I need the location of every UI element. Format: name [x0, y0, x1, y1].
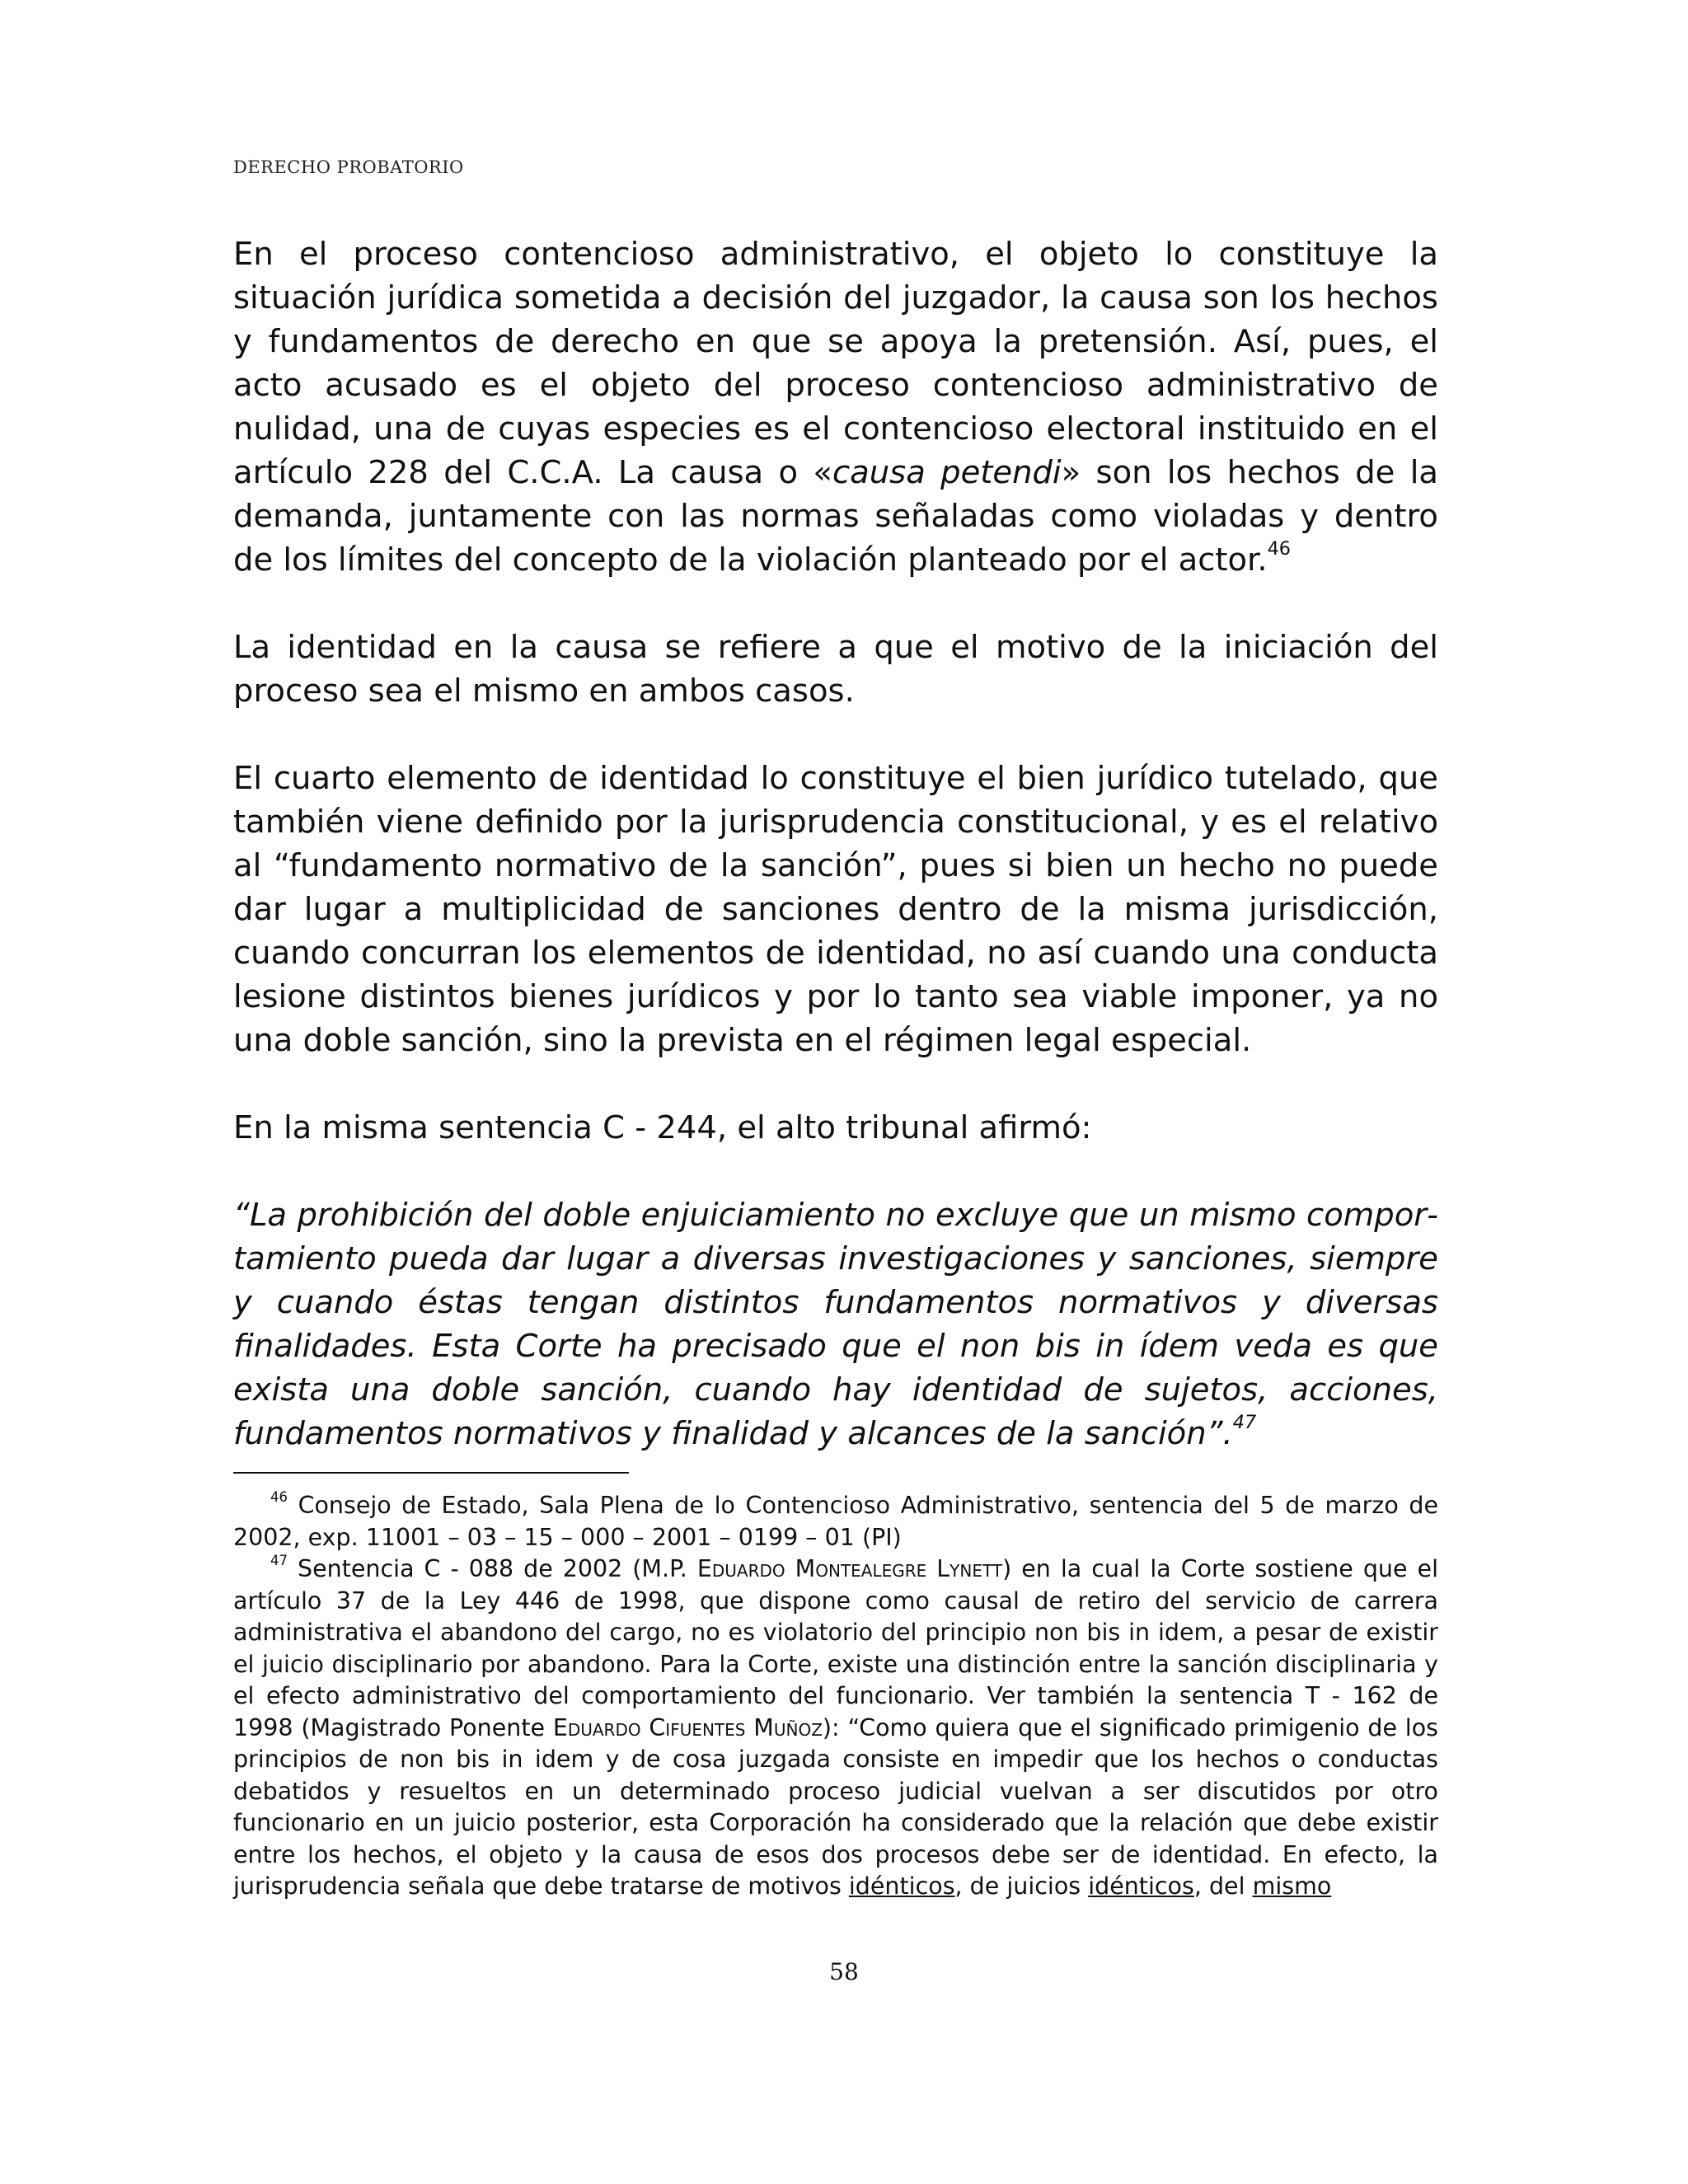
footnote-separator — [233, 1472, 629, 1474]
footnote-ref-46[interactable]: 46 — [1267, 538, 1291, 560]
footnote-text: Consejo de Estado, Sala Plena de lo Contencioso Administrativo, sentencia del 5 de marzo de 2002, exp. 11001 – 03 – 15 – 000 – 2001 – 0199 – 01 (PI) — [233, 1492, 1438, 1551]
footnote-text: ) en la cual la Corte sostiene que el artículo 37 de la Ley 446 de 1998, que dispone como causal de retiro del servicio de carrera administrativa el abandono del cargo, no es violatorio del principio non bis in idem, a pesar de existir el juicio disciplinario por abandono. Para la Corte, existe una distinción entre la sanción disciplinaria y el efecto administrativo del comportamiento del funcionario. Ver también la sentencia T - 162 de 1998 (Magistrado Ponente — [233, 1555, 1438, 1741]
main-text — [233, 232, 1438, 1455]
footnotes — [233, 1490, 1438, 1903]
paragraph-text: » son los hechos de la demanda, juntamente con las normas señaladas como violadas y dentro de los límites del concepto de la violación planteado por el actor. — [233, 454, 1438, 579]
paragraph-text: En el proceso contencioso administrativo, el objeto lo constituye la situación jurídica sometida a decisión del juzgador, la causa son los hechos y fundamentos de derecho en que se apoya la pretensión. Así, pues, el acto acusado es el objeto del proceso contencioso administrativo de nulidad, una de cuyas especies es el contencioso electoral instituido en el artículo 228 del C.C.A. La causa o « — [233, 236, 1438, 491]
footnote-text: ): “Como quiera que el significado primigenio de los principios de non bis in idem y de cosa juzgada consiste en impedir que los hechos o conductas debatidos y resueltos en un determinado proceso judicial vuelvan a ser discutidos por otro funcionario en un juicio posterior, esta Corporación ha considerado que la relación que debe existir entre los hechos, el objeto y la causa de esos dos procesos debe ser de identidad. En efecto, la jurisprudencia señala que debe tratarse de motivos — [233, 1713, 1438, 1900]
underlined-term: mismo — [1252, 1872, 1332, 1900]
footnote-text: Sentencia C - 088 de 2002 (M.P. — [288, 1555, 697, 1582]
quote-text: “La prohibición del doble enjuiciamiento no excluye que un mismo comportamiento pueda dar lugar a diversas investigaciones y sanciones, siempre y cuando éstas tengan distintos fundamentos normativos y diversas finalidades. Esta Corte ha precisado que el non bis in ídem veda es que exista una doble sanción, cuando hay identidad de sujetos, acciones, fundamentos normativos y finalidad y alcances de la sanción”. — [233, 1197, 1438, 1452]
underlined-term: idénticos — [1088, 1872, 1194, 1900]
footnote-text: , de juicios — [954, 1872, 1089, 1900]
magistrate-name: Eduardo Montealegre Lynett — [696, 1555, 1003, 1582]
page-number: 58 — [829, 1958, 859, 1985]
block-quote — [233, 1193, 1438, 1455]
underlined-term: idénticos — [848, 1872, 955, 1900]
footnote-text: , del — [1193, 1872, 1253, 1900]
footnote-ref-47[interactable]: 47 — [1232, 1412, 1257, 1434]
magistrate-name: Eduardo Cifuentes Muñoz — [552, 1713, 823, 1741]
footnote-47 — [233, 1554, 1438, 1903]
paragraph-bien-juridico: El cuarto elemento de identidad lo constituye el bien jurídico tutelado, que también viene definido por la jurisprudencia constitucional, y es el relativo al “fundamento normativo de la sanción”, pues si bien un hecho no puede dar lugar a multiplicidad de sanciones dentro de la misma jurisdicción, cuando concurran los elementos de identidad, no así cuando una conducta lesione distintos bienes jurídicos y por lo tanto sea viable imponer, ya no una doble sanción, sino la prevista en el régimen legal especial. — [233, 760, 1438, 1059]
causa-petendi-term: causa petendi — [832, 454, 1062, 491]
footnote-number: 46 — [270, 1488, 288, 1505]
footnote-46 — [233, 1490, 1438, 1554]
running-header: DERECHO PROBATORIO — [233, 157, 464, 177]
paragraph-identidad-causa: La identidad en la causa se refiere a que el motivo de la iniciación del proceso sea el mismo en ambos casos. — [233, 629, 1438, 710]
paragraph-objeto-causa — [233, 232, 1438, 582]
paragraph-sentencia-intro: En la misma sentencia C - 244, el alto tribunal afirmó: — [233, 1109, 1092, 1146]
footnote-number: 47 — [270, 1552, 288, 1568]
